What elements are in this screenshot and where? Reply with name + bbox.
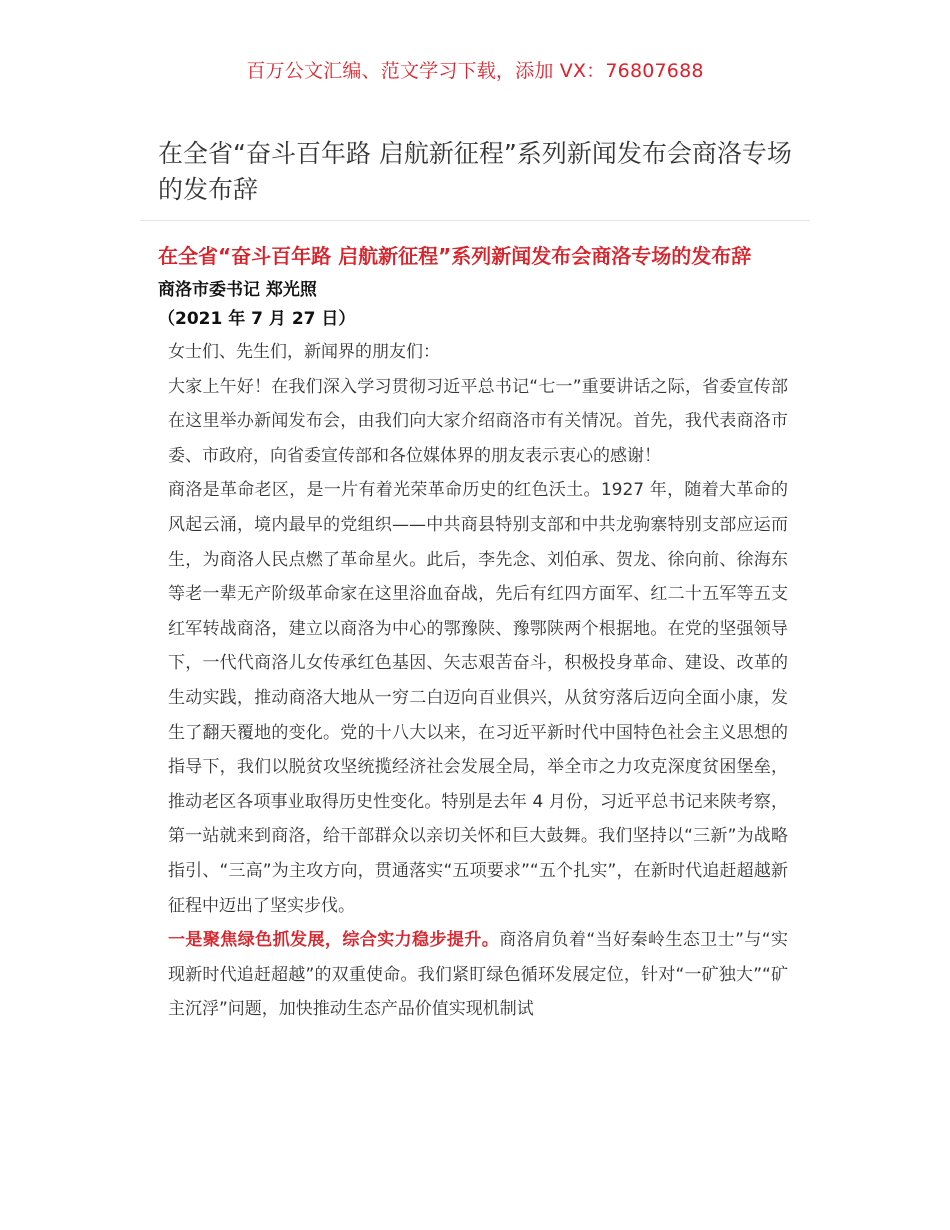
paragraph-history: 商洛是革命老区，是一片有着光荣革命历史的红色沃土。1927 年，随着大革命的风起云涌，境内最早的党组织——中共商县特别支部和中共龙驹寨特别支部应运而生，为商洛人民点燃了革命星火。此后，李先念、刘伯承、贺龙、徐向前、徐海东等老一辈无产阶级革命家在这里浴血奋战，先后有红四方面军、红二十五军等五支红军转战商洛，建立以商洛为中心的鄂豫陕、豫鄂陕两个根据地。在党的坚强领导下，一代代商洛儿女传承红色基因、矢志艰苦奋斗，积极投身革命、建设、改革的生动实践，推动商洛大地从一穷二白迈向百业俱兴，从贫穷落后迈向全面小康，发生了翻天覆地的变化。党的十八大以来，在习近平新时代中国特色社会主义思想的指导下，我们以脱贫攻坚统揽经济社会发展全局，举全市之力攻克深度贫困堡垒，推动老区各项事业取得历史性变化。特别是去年 4 月份，习近平总书记来陕考察，第一站就来到商洛，给干部群众以亲切关怀和巨大鼓舞。我们坚持以“三新”为战略指引、“三高”为主攻方向，贯通落实“五项要求”“五个扎实”，在新时代追赶超越新征程中迈出了坚实步伐。 [168, 480, 788, 916]
paragraph-opening: 大家上午好！在我们深入学习贯彻习近平总书记“七一”重要讲话之际，省委宣传部在这里举办新闻发布会，由我们向大家介绍商洛市有关情况。首先，我代表商洛市委、市政府，向省委宣传部和各位媒体界的朋友表示衷心的感谢！ [168, 376, 788, 466]
paragraph-green-development [158, 923, 788, 1027]
document-title: 在全省“奋斗百年路 启航新征程”系列新闻发布会商洛专场的发布辞 [158, 139, 792, 204]
article-date: （2021 年 7 月 27 日） [158, 309, 356, 329]
paragraph-green-text: 商洛肩负着“当好秦岭生态卫士”与“实现新时代追赶超越”的双重使命。我们紧盯绿色循环发展定位，针对“一矿独大”“矿主沉浮”问题，加快推动生态产品价值实现机制试 [168, 930, 789, 1020]
article-body [158, 240, 788, 1027]
article-author: 商洛市委书记 郑光照 [158, 280, 317, 300]
article-title: 在全省“奋斗百年路 启航新征程”系列新闻发布会商洛专场的发布辞 [158, 244, 752, 268]
title-divider [140, 220, 810, 221]
paragraph-heading-highlight: 一是聚焦绿色抓发展，综合实力稳步提升。 [168, 930, 500, 951]
watermark-banner: 百万公文汇编、范文学习下载，添加 VX：76807688 [246, 60, 704, 82]
greeting-paragraph: 女士们、先生们，新闻界的朋友们： [168, 342, 440, 362]
